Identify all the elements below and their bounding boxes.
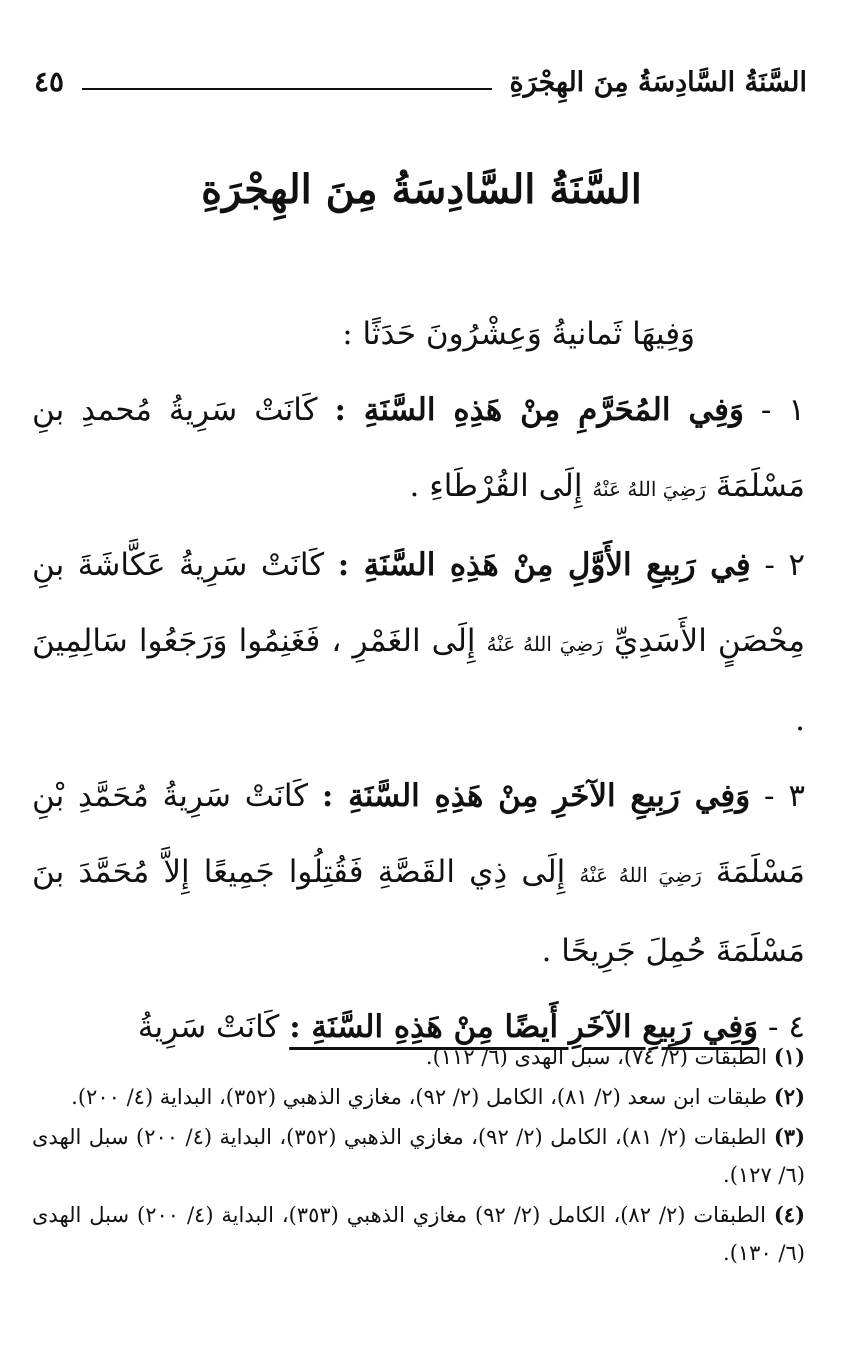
footnote-number: (١) (773, 1044, 805, 1069)
event-text: كَانَتْ سَرِيةُ عَكَّاشَةَ بنِ مِحْصَنٍ الأَسَدِيِّ (32, 547, 806, 659)
chapter-intro: وَفِيهَا ثَمانيةُ وَعِشْرُونَ حَدَثًا : (342, 316, 695, 352)
page-number: ٤٥ (34, 65, 65, 98)
footnote-number: (٤) (773, 1202, 805, 1227)
event-heading: وَفِي المُحَرَّمِ مِنْ هَذِهِ السَّنَةِ : (334, 392, 744, 428)
event-number: ١ - (760, 392, 805, 428)
event-heading: وَفِي رَبِيعِ الآخَرِ مِنْ هَذِهِ السَّنَةِ : (321, 778, 751, 814)
footnote-1 (32, 1038, 805, 1076)
footnotes (32, 1038, 805, 1274)
event-item-2 (32, 527, 805, 758)
chapter-title: السَّنَةُ السَّادِسَةُ مِنَ الهِجْرَةِ (201, 166, 642, 213)
honorific-glyph: رَضِيَ اللهُ عَنْهُ (486, 632, 603, 656)
event-item-1 (32, 372, 805, 527)
event-text: كَانَتْ سَرِيةُ مُحَمَّدِ بْنِ مَسْلَمَةَ (32, 778, 805, 890)
footnote-text: الطبقات (٢/ ٧٤)، سبل الهدى (٦/ ١١٢). (425, 1045, 768, 1069)
event-text: كَانَتْ سَرِيةُ مُحمدِ بنِ مَسْلَمَةَ (32, 392, 805, 504)
honorific-glyph: رَضِيَ اللهُ عَنْهُ (592, 477, 707, 501)
main-text (32, 296, 805, 1065)
footnote-2 (32, 1078, 805, 1116)
event-text-continued: إِلَى القُرْطَاءِ . (409, 468, 583, 504)
event-heading: فِي رَبِيعِ الأَوَّلِ مِنْ هَذِهِ السَّنَةِ : (337, 547, 751, 583)
event-number: ٢ - (764, 547, 805, 583)
footnote-4 (32, 1196, 805, 1272)
running-title: السَّنَةُ السَّادِسَةُ مِنَ الهِجْرَةِ (509, 67, 807, 98)
event-text-continued: إِلَى الغَمْرِ ، فَغَنِمُوا وَرَجَعُوا سَالِمِينَ . (32, 623, 805, 738)
header-rule (82, 88, 491, 90)
footnote-3 (32, 1118, 805, 1194)
event-item-3 (32, 758, 805, 989)
event-text: كَانَتْ سَرِيةُ (137, 1009, 280, 1045)
footnote-number: (٣) (773, 1124, 806, 1149)
footnote-text: الطبقات (٢/ ٨٢)، الكامل (٢/ ٩٢) مغازي الذهبي (٣٥٣)، البداية (٤/ ٢٠٠) سبل الهدى (٦/ ١٣٠). (32, 1203, 805, 1265)
event-number: ٤ - (768, 1009, 805, 1045)
footnote-text: طبقات ابن سعد (٢/ ٨١)، الكامل (٢/ ٩٢)، مغازي الذهبي (٣٥٢)، البداية (٤/ ٢٠٠). (71, 1085, 768, 1109)
event-text-continued: إِلَى ذِي القَصَّةِ فَقُتِلُوا جَمِيعًا إِلاَّ مُحَمَّدَ بنَ مَسْلَمَةَ حُمِلَ جَرِيحًا . (32, 854, 805, 969)
event-heading: وَفِي رَبِيعِ الآخَرِ أَيضًا مِنْ هَذِهِ السَّنَةِ : (289, 1009, 759, 1045)
running-header (34, 52, 807, 96)
event-number: ٣ - (764, 778, 805, 814)
footnote-number: (٢) (773, 1084, 805, 1109)
footnote-text: الطبقات (٢/ ٨١)، الكامل (٢/ ٩٢)، مغازي الذهبي (٣٥٢)، البداية (٤/ ٢٠٠) سبل الهدى (٦/ ١٢٧). (32, 1125, 805, 1187)
honorific-glyph: رَضِيَ اللهُ عَنْهُ (579, 863, 702, 887)
